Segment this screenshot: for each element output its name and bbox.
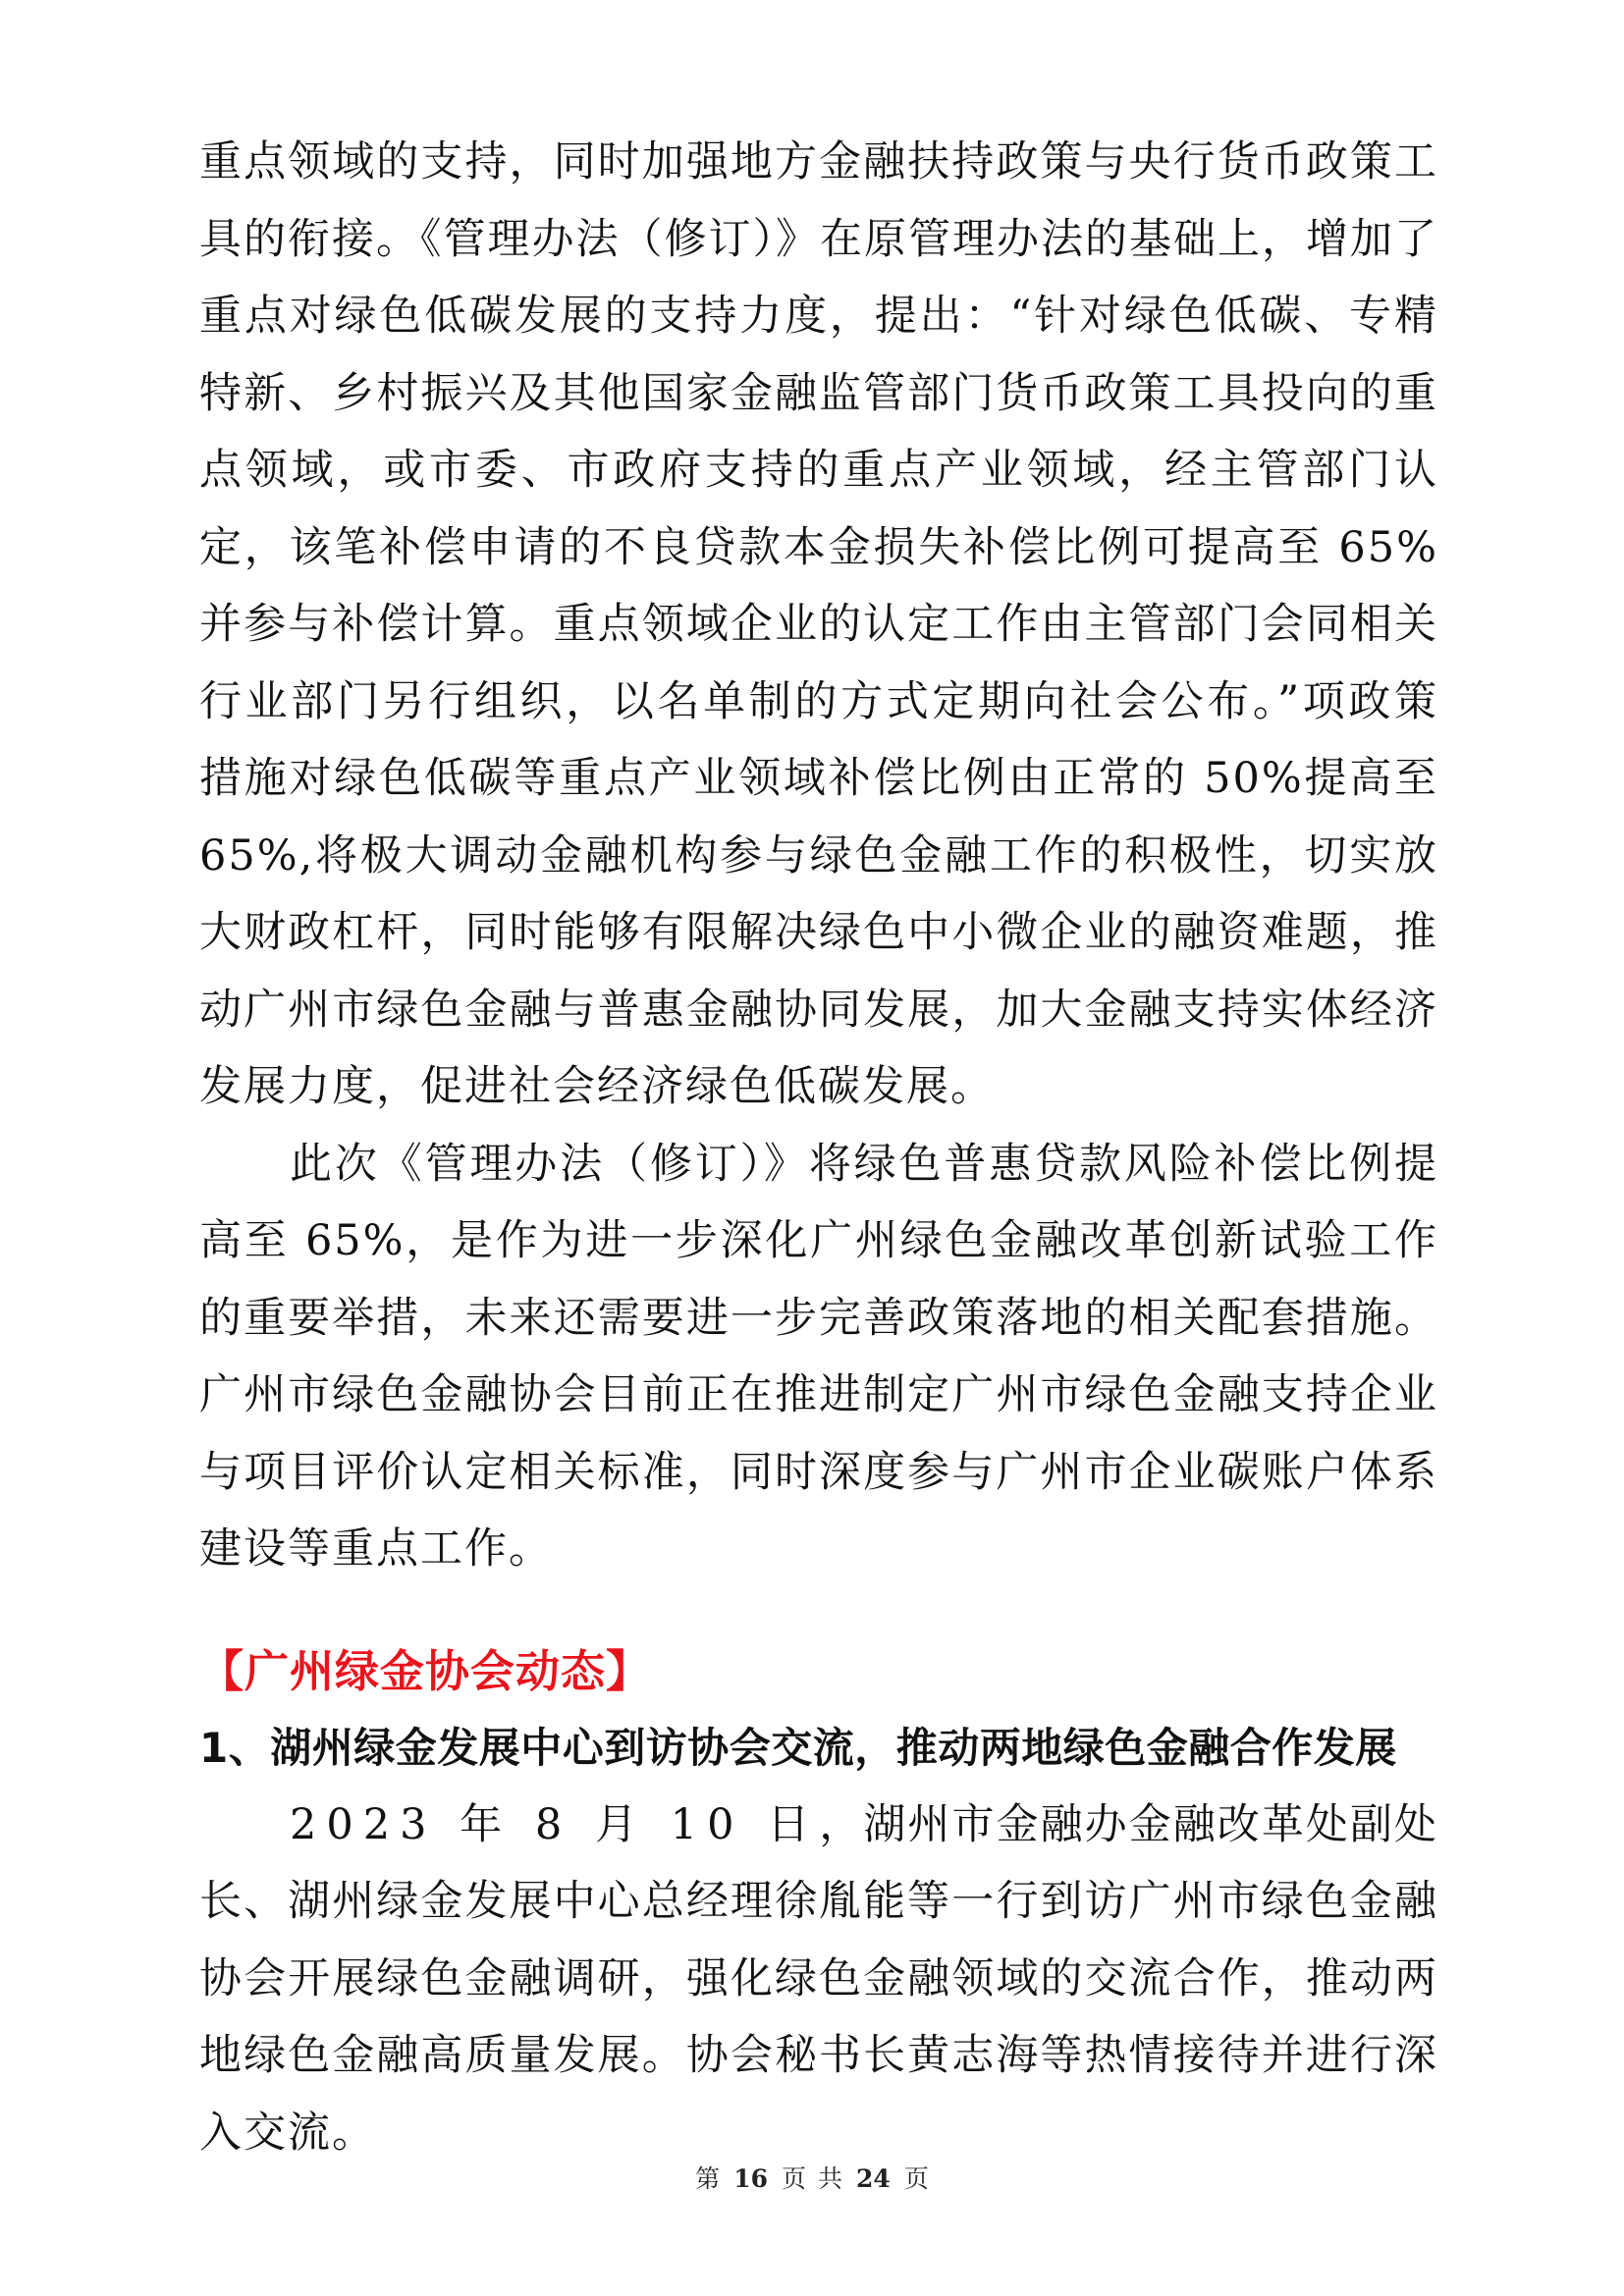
- body-paragraph-continued: 重点领域的支持，同时加强地方金融扶持政策与央行货币政策工具的衔接。《管理办法（修订）》在原管理办法的基础上，增加了重点对绿色低碳发展的支持力度，提出：“针对绿色低碳、专精特新、乡村振兴及其他国家金融监管部门货币政策工具投向的重点领域，或市委、市政府支持的重点产业领域，经主管部门认定，该笔补偿申请的不良贷款本金损失补偿比例可提高至 65%并参与补偿计算。重点领域企业的认定工作由主管部门会同相关行业部门另行组织，以名单制的方式定期向社会公布。”项政策措施对绿色低碳等重点产业领域补偿比例由正常的 50%提高至 65%,将极大调动金融机构参与绿色金融工作的积极性，切实放大财政杠杆，同时能够有限解决绿色中小微企业的融资难题，推动广州市绿色金融与普惠金融协同发展，加大金融支持实体经济发展力度，促进社会经济绿色低碳发展。: [199, 137, 1438, 1111]
- section-header: 【广州绿金协会动态】: [199, 1644, 652, 1697]
- news-item-paragraph: [199, 1787, 1438, 2172]
- page-footer: [0, 2163, 1624, 2195]
- footer-prefix: 第: [695, 2164, 721, 2193]
- page-content: [199, 124, 1438, 2171]
- footer-page-word: 页: [781, 2164, 806, 2193]
- news-item-text: ，湖州市金融办金融改革处副处长、湖州绿金发展中心总经理徐胤能等一行到访广州市绿色金融协会开展绿色金融调研，强化绿色金融领域的交流合作，推动两地绿色金融高质量发展。协会秘书长黄志海等热情接待并进行深入交流。: [199, 1799, 1439, 2158]
- news-item-date: 2023 年 8 月 10 日: [290, 1799, 820, 1849]
- footer-total-pages: 24: [856, 2164, 891, 2193]
- footer-suffix: 页: [903, 2164, 929, 2193]
- news-item-heading: 1、湖州绿金发展中心到访协会交流，推动两地绿色金融合作发展: [199, 1723, 1397, 1772]
- footer-current-page: 16: [733, 2164, 768, 2193]
- body-paragraph-policy-summary: 此次《管理办法（修订）》将绿色普惠贷款风险补偿比例提高至 65%，是作为进一步深化广州绿色金融改革创新试验工作的重要举措，未来还需要进一步完善政策落地的相关配套措施。广州市绿色金融协会目前正在推进制定广州市绿色金融支持企业与项目评价认定相关标准，同时深度参与广州市企业碳账户体系建设等重点工作。: [199, 1139, 1438, 1574]
- footer-total-word: 共: [818, 2164, 843, 2193]
